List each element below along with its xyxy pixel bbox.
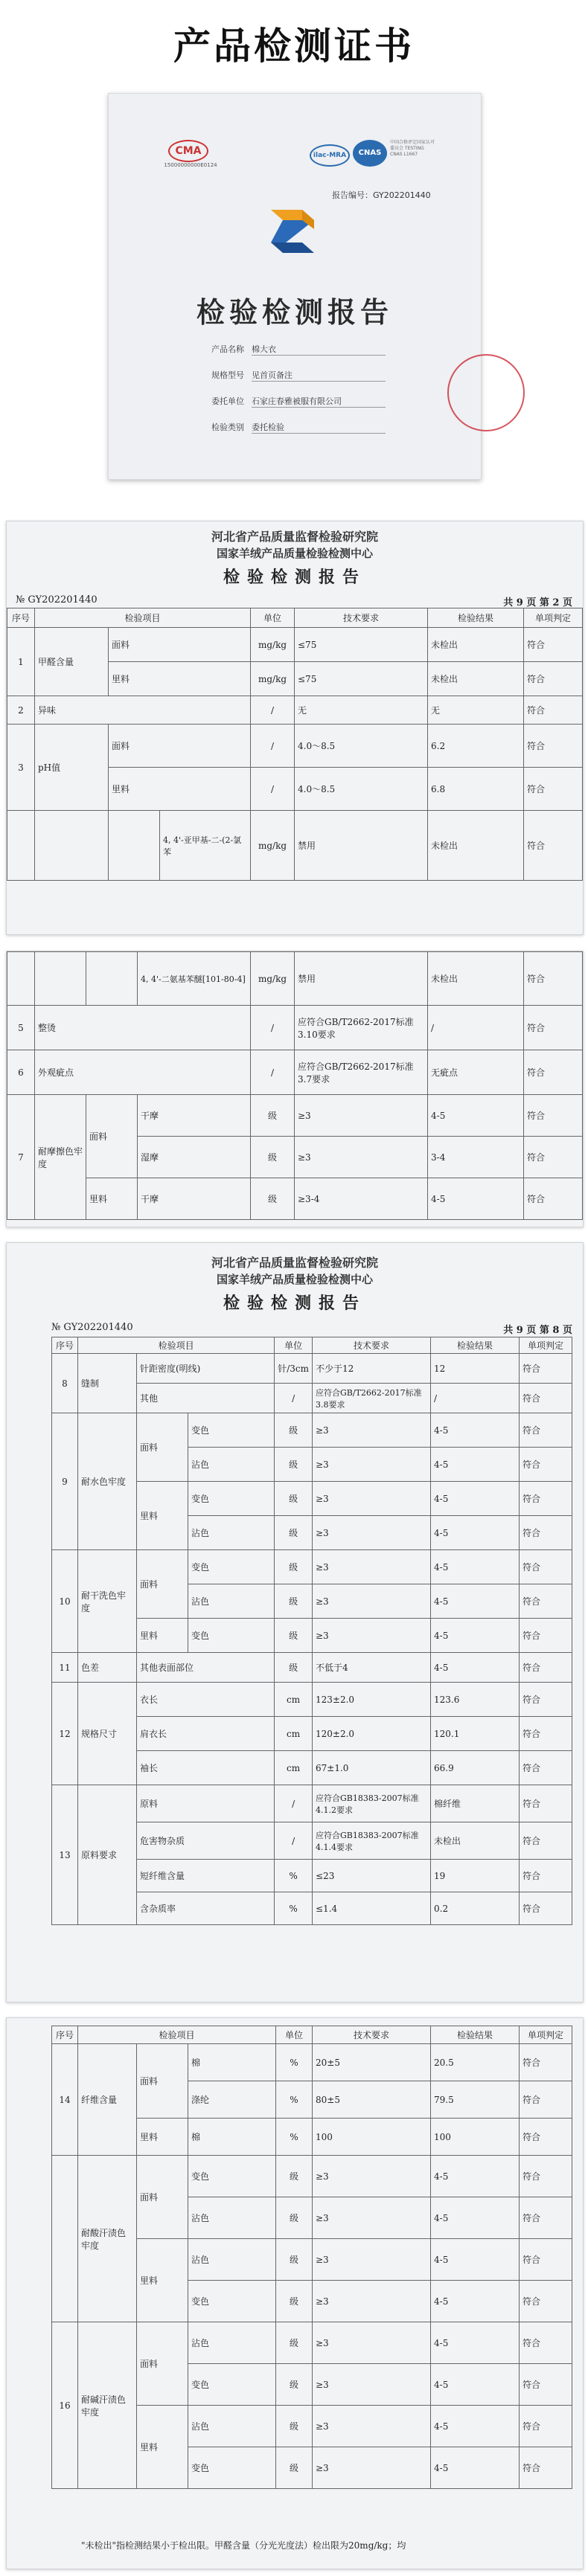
table-row: 7 耐摩擦色牢度 面料 干摩 级 ≥3 4-5 符合 <box>7 1095 583 1137</box>
page-number: 共 9 页 第 2 页 <box>503 597 572 608</box>
ilac-logo: ilac-MRA <box>310 144 350 167</box>
table-row: 沾色 级 ≥3 4-5 符合 <box>52 1516 572 1550</box>
cma-number: 15000000000E0124 <box>164 162 217 168</box>
report-number: 报告编号：GY202201440 <box>332 190 431 200</box>
table-row: 里料 棉 % 100 100 符合 <box>52 2119 572 2156</box>
table-row: 1 甲醛含量 面料 mg/kg ≤75 未检出 符合 <box>7 628 583 662</box>
page-title: 产品检测证书 <box>173 25 415 68</box>
org-name-1: 河北省产品质量监督检验研究院 <box>211 1256 378 1270</box>
table-row: 沾色 级 ≥3 4-5 符合 <box>52 2197 572 2239</box>
table-row: 6 外观疵点 / 应符合GB/T2662-2017标准3.7要求 无疵点 符合 <box>7 1050 583 1095</box>
table-row: 14 纤维含量 面料 棉 % 20±5 20.5 符合 <box>52 2044 572 2081</box>
table-row: 沾色 级 ≥3 4-5 符合 <box>52 1448 572 1482</box>
table-row: 袖长 cm 67±1.0 66.9 符合 <box>52 1751 572 1785</box>
table-row: 4, 4'-二氨基苯醚[101-80-4] mg/kg 禁用 未检出 符合 <box>7 952 583 1006</box>
table-row: 耐酸汗渍色牢度 面料 变色 级 ≥3 4-5 符合 <box>52 2156 572 2197</box>
report-page-8 <box>6 1242 584 2002</box>
field-client: 委托单位 石家庄春雅被服有限公司 <box>191 395 386 408</box>
report-number: № GY202201440 <box>51 1322 133 1333</box>
table-row: 变色 级 ≥3 4-5 符合 <box>52 2447 572 2489</box>
report-page-8-continued <box>6 2017 584 2569</box>
results-table <box>51 1337 572 1925</box>
table-row: 沾色 级 ≥3 4-5 符合 <box>52 1584 572 1619</box>
table-row: 短纤维含量 % ≤23 19 符合 <box>52 1860 572 1892</box>
org-name-2: 国家羊绒产品质量检验检测中心 <box>216 547 373 560</box>
table-header: 序号 检验项目 单位 技术要求 检验结果 单项判定 <box>52 1337 572 1354</box>
table-row: 涤纶 % 80±5 79.5 符合 <box>52 2081 572 2119</box>
table-row: 里料 变色 级 ≥3 4-5 符合 <box>52 1482 572 1516</box>
field-product-name: 产品名称 棉大衣 <box>191 343 386 356</box>
red-seal-stamp <box>447 354 525 431</box>
table-row: 5 整烫 / 应符合GB/T2662-2017标准3.10要求 / 符合 <box>7 1006 583 1050</box>
table-row: 4, 4'-亚甲基-二-(2-氯苯 mg/kg 禁用 未检出 符合 <box>7 811 583 881</box>
table-row: 其他 / 应符合GB/T2662-2017标准3.8要求 / 符合 <box>52 1384 572 1413</box>
report-cover <box>108 93 482 480</box>
report-number: № GY202201440 <box>16 594 98 606</box>
report-heading: 检验检测报告 <box>223 568 366 587</box>
table-row: 里料 mg/kg ≤75 未检出 符合 <box>7 662 583 696</box>
report-page-2 <box>6 521 584 935</box>
table-row: 10 耐干洗色牢度 面料 变色 级 ≥3 4-5 符合 <box>52 1550 572 1584</box>
table-row: 里料 / 4.0～8.5 6.8 符合 <box>7 768 583 811</box>
field-inspection-type: 检验类别 委托检验 <box>191 421 386 434</box>
table-row: 3 pH值 面料 / 4.0～8.5 6.2 符合 <box>7 725 583 768</box>
table-row: 含杂质率 % ≤1.4 0.2 符合 <box>52 1892 572 1925</box>
table-row: 里料 变色 级 ≥3 4-5 符合 <box>52 1619 572 1653</box>
table-row: 里料 沾色 级 ≥3 4-5 符合 <box>52 2239 572 2281</box>
table-row: 里料 干摩 级 ≥3-4 4-5 符合 <box>7 1178 583 1220</box>
cnas-logo: CNAS <box>353 140 387 167</box>
institute-logo-icon <box>256 204 330 263</box>
table-row: 变色 级 ≥3 4-5 符合 <box>52 2364 572 2406</box>
report-page-2-continued <box>6 951 584 1227</box>
table-row: 16 耐碱汗渍色牢度 面料 沾色 级 ≥3 4-5 符合 <box>52 2322 572 2364</box>
table-row: 11 色差 其他表面部位 级 不低于4 4-5 符合 <box>52 1653 572 1683</box>
table-row: 9 耐水色牢度 面料 变色 级 ≥3 4-5 符合 <box>52 1413 572 1448</box>
table-row: 里料 沾色 级 ≥3 4-5 符合 <box>52 2406 572 2447</box>
cma-logo: CMA <box>168 140 208 162</box>
cnas-caption: 中国合格评定国家认可委员会 TESTING CNAS L1667 <box>390 140 435 157</box>
report-heading: 检验检测报告 <box>223 1294 366 1313</box>
table-row: 危害物杂质 / 应符合GB18383-2007标准4.1.4要求 未检出 符合 <box>52 1822 572 1860</box>
table-header: 序号 检验项目 单位 技术要求 检验结果 单项判定 <box>52 2026 572 2044</box>
cover-report-title: 检验检测报告 <box>196 295 393 329</box>
table-row: 2 异味 / 无 无 符合 <box>7 696 583 725</box>
table-row: 变色 级 ≥3 4-5 符合 <box>52 2281 572 2322</box>
page-number: 共 9 页 第 8 页 <box>503 1325 572 1336</box>
results-table <box>7 608 583 881</box>
table-row: 肩衣长 cm 120±2.0 120.1 符合 <box>52 1717 572 1751</box>
org-name-2: 国家羊绒产品质量检验检测中心 <box>216 1273 373 1286</box>
results-table <box>51 2026 572 2489</box>
org-name-1: 河北省产品质量监督检验研究院 <box>211 530 378 544</box>
footnote: "未检出"指检测结果小于检出限。甲醛含量（分光光度法）检出限为20mg/kg；均 <box>81 2540 406 2551</box>
results-table <box>7 951 583 1220</box>
table-row: 8 缝制 针距密度(明线) 针/3cm 不少于12 12 符合 <box>52 1354 572 1384</box>
table-row: 13 原料要求 原料 / 应符合GB18383-2007标准4.1.2要求 棉纤维 符合 <box>52 1785 572 1822</box>
field-model: 规格型号 见首页备注 <box>191 369 386 382</box>
table-row: 湿摩 级 ≥3 3-4 符合 <box>7 1137 583 1178</box>
table-row: 12 规格尺寸 衣长 cm 123±2.0 123.6 符合 <box>52 1683 572 1717</box>
table-header: 序号 检验项目 单位 技术要求 检验结果 单项判定 <box>7 608 583 628</box>
